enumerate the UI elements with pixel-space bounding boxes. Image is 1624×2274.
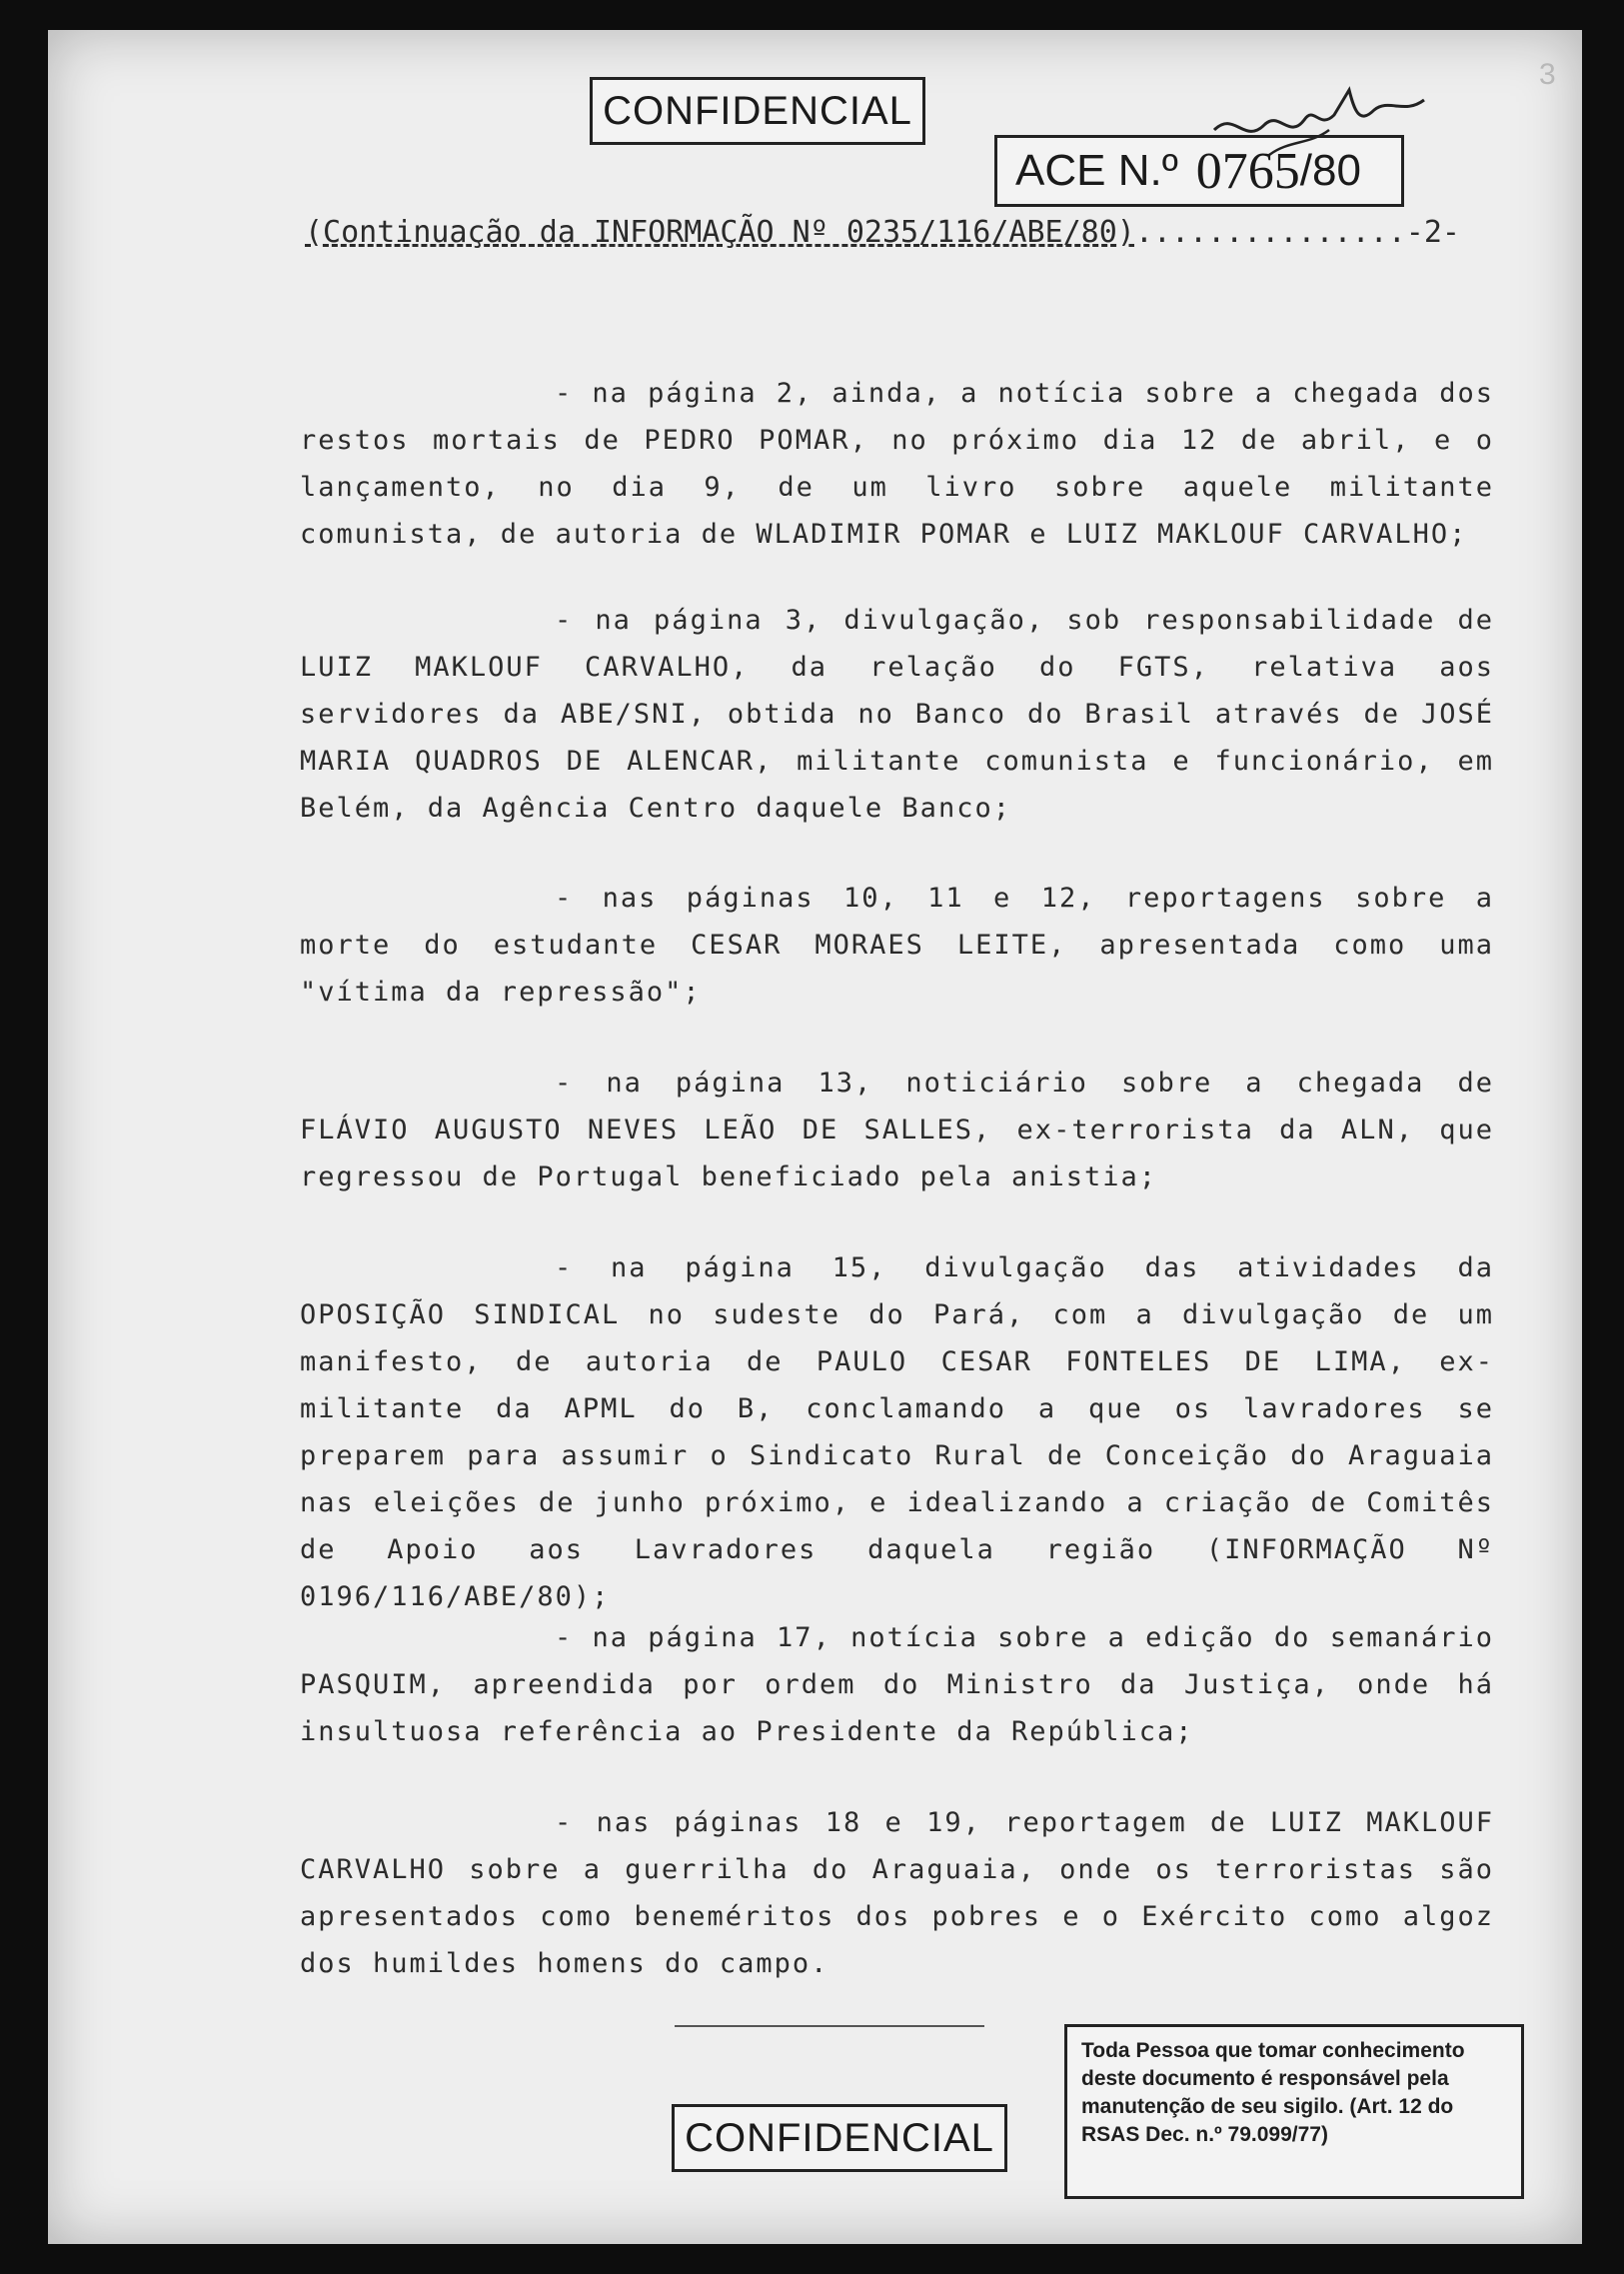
paragraph-5: - na página 15, divulgação das atividades da OPOSIÇÃO SINDICAL no sudeste do Pará, com a divulgação de um manifesto, de autoria de PAULO CESAR FONTELES DE LIMA, ex-militante da APML do B, conclamando a que os lavradores se preparem para assumir o Sindicato Rural de Conceição do Araguaia nas eleições de junho próximo, e idealizando a criação de Comitês de Apoio aos Lavradores daquela região (INFORMAÇÃO Nº 0196/116/ABE/80); xyxy=(300,1252,1494,1612)
information-reference: (Continuação da INFORMAÇÃO Nº 0235/116/ABE/80) xyxy=(305,215,1135,250)
paragraph-7: - nas páginas 18 e 19, reportagem de LUIZ MAKLOUF CARVALHO sobre a guerrilha do Araguaia, onde os terroristas são apresentados como beneméritos dos pobres e o Exército como algoz dos humildes homens do campo. xyxy=(300,1807,1494,1979)
document-reference-header xyxy=(305,215,1489,250)
paragraph-6: - na página 17, notícia sobre a edição do semanário PASQUIM, apreendida por ordem do Ministro da Justiça, onde há insultuosa referência ao Presidente da República; xyxy=(300,1622,1494,1747)
confidential-stamp-top: CONFIDENCIAL xyxy=(590,77,925,145)
header-page-number: -2- xyxy=(1405,215,1460,250)
paragraph-1: - na página 2, ainda, a notícia sobre a chegada dos restos mortais de PEDRO POMAR, no próximo dia 12 de abril, e o lançamento, no dia 9, de um livro sobre aquele militante comunista, de autoria de WLADIMIR POMAR e LUIZ MAKLOUF CARVALHO; xyxy=(300,378,1494,550)
ace-suffix: /80 xyxy=(1299,146,1361,195)
confidentiality-notice: Toda Pessoa que tomar conhecimento deste documento é responsável pela manutenção de seu sigilo. (Art. 12 do RSAS Dec. n.º 79.099/77) xyxy=(1064,2024,1524,2199)
paragraph-3: - nas páginas 10, 11 e 12, reportagens sobre a morte do estudante CESAR MORAES LEITE, apresentada como uma "vítima da repressão"; xyxy=(300,883,1494,1008)
confidential-stamp-bottom: CONFIDENCIAL xyxy=(672,2104,1007,2172)
signature-separator-line xyxy=(675,2025,984,2027)
paragraph-4: - na página 13, noticiário sobre a chegada de FLÁVIO AUGUSTO NEVES LEÃO DE SALLES, ex-terrorista da ALN, que regressou de Portugal beneficiado pela anistia; xyxy=(300,1068,1494,1192)
ace-label: ACE N.º xyxy=(1015,146,1178,195)
ace-number: 0765 xyxy=(1195,142,1300,200)
handwritten-signature-icon xyxy=(1209,70,1429,160)
paragraph-2: - na página 3, divulgação, sob responsabilidade de LUIZ MAKLOUF CARVALHO, da relação do FGTS, relativa aos servidores da ABE/SNI, obtida no Banco do Brasil através de JOSÉ MARIA QUADROS DE ALENCAR, militante comunista e funcionário, em Belém, da Agência Centro daquele Banco; xyxy=(300,605,1494,824)
page-number-mark: 3 xyxy=(1539,58,1556,91)
header-dots: ............... xyxy=(1134,215,1406,250)
